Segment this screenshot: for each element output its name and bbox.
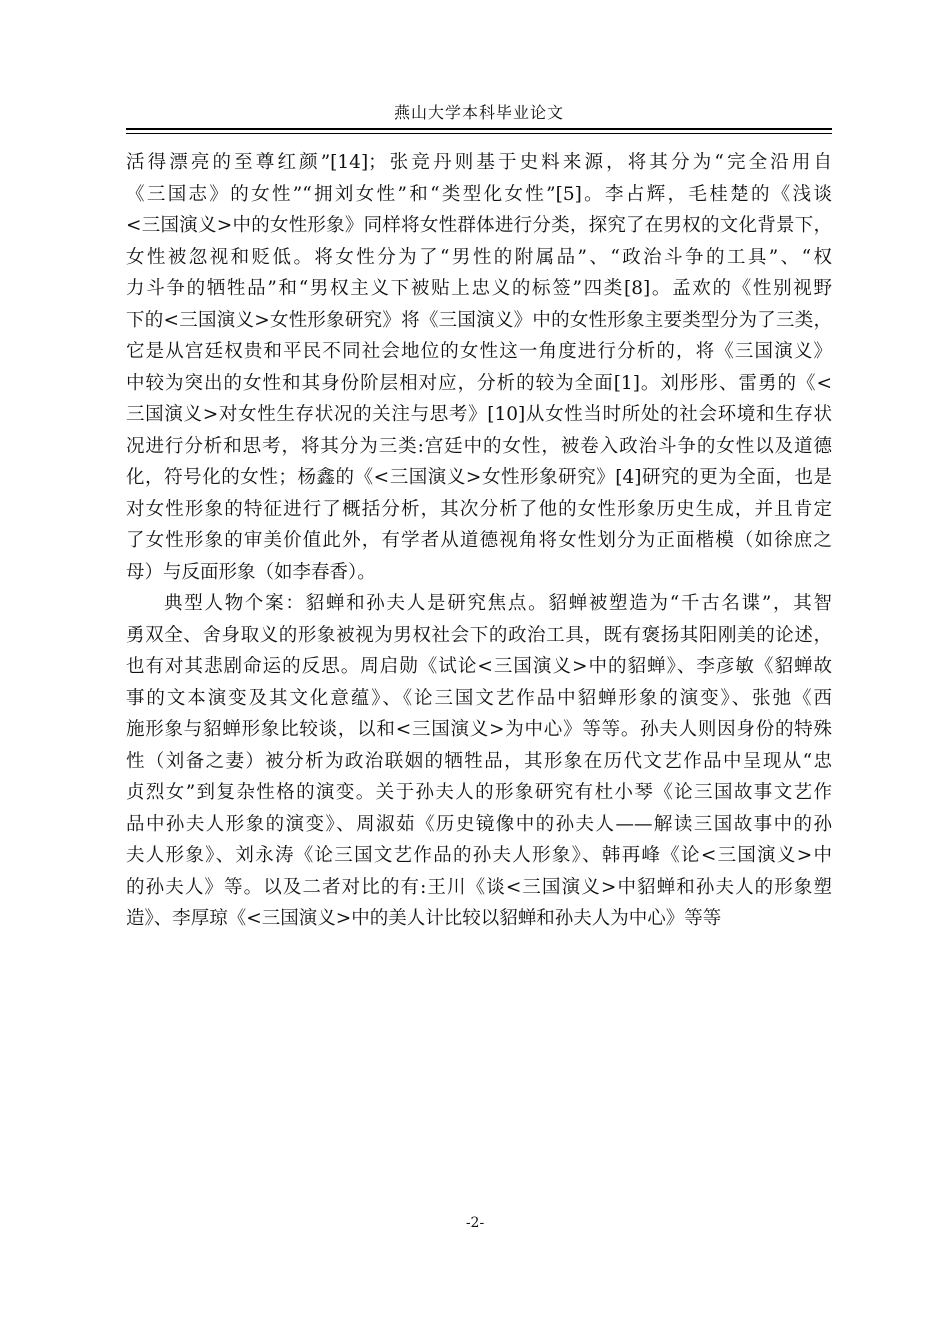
paragraph-2-line: 勇双全、舍身取义的形象被视为男权社会下的政治工具，既有褒扬其阳刚美的论述， [126, 624, 832, 646]
paragraph-1-line: 下的<三国演义>女性形象研究》将《三国演义》中的女性形象主要类型分为了三类， [126, 309, 832, 331]
paragraph-1-line: 中较为突出的女性和其身份阶层相对应，分析的较为全面[1]。刘彤彤、雷勇的《< [126, 372, 832, 394]
paragraph-1-line: 活得漂亮的至尊红颜”[14]；张竞丹则基于史料来源，将其分为“完全沿用自 [126, 152, 832, 173]
header-rule-thick [126, 128, 832, 130]
paragraph-2-line: 事的文本演变及其文化意蕴》、《论三国文艺作品中貂蝉形象的演变》、张弛《西 [126, 687, 832, 709]
paragraph-2-line: 品中孙夫人形象的演变》、周淑茹《历史镜像中的孙夫人——解读三国故事中的孙 [126, 813, 832, 835]
paragraph-2-line: 造》、李厚琼《<三国演义>中的美人计比较以貂蝉和孙夫人为中心》等等 [126, 908, 722, 929]
paragraph-1-line: 它是从宫廷权贵和平民不同社会地位的女性这一角度进行分析的，将《三国演义》 [126, 341, 832, 362]
paragraph-2-line: 也有对其悲剧命运的反思。周启勋《试论<三国演义>中的貂蝉》、李彦敏《貂蝉故 [126, 656, 832, 677]
paragraph-1-line: 《三国志》的女性”“拥刘女性”和“类型化女性”[5]。李占辉，毛桂楚的《浅谈 [126, 183, 832, 205]
paragraph-1-line: 对女性形象的特征进行了概括分析，其次分析了他的女性形象历史生成，并且肯定 [126, 498, 832, 520]
paragraph-1-line: 母）与反面形象（如李春香）。 [126, 561, 376, 583]
paragraph-1-line: 了女性形象的审美价值此外，有学者从道德视角将女性划分为正面楷模（如徐庶之 [126, 530, 832, 551]
page-number: -2- [465, 1215, 485, 1231]
running-header: 燕山大学本科毕业论文 [393, 103, 564, 122]
paragraph-1-line: 力斗争的牺牲品”和“男权主义下被贴上忠义的标签”四类[8]。孟欢的《性别视野 [126, 278, 832, 299]
paragraph-2-line: 施形象与貂蝉形象比较谈，以和<三国演义>为中心》等等。孙夫人则因身份的特殊 [126, 719, 832, 740]
paragraph-1-line: <三国演义>中的女性形象》同样将女性群体进行分类，探究了在男权的文化背景下， [126, 215, 832, 236]
paragraph-2-line: 典型人物个案：貂蝉和孙夫人是研究焦点。貂蝉被塑造为“千古名谍”，其智 [164, 593, 832, 614]
body-text [126, 147, 832, 935]
header-rule-thin [126, 133, 832, 134]
paragraph-1-line: 化，符号化的女性；杨鑫的《<三国演义>女性形象研究》[4]研究的更为全面，也是 [126, 467, 832, 488]
paragraph-1-line: 女性被忽视和贬低。将女性分为了“男性的附属品”、“政治斗争的工具”、“权 [126, 246, 832, 268]
paragraph-1-line: 三国演义>对女性生存状况的关注与思考》[10]从女性当时所处的社会环境和生存状 [126, 404, 832, 425]
paragraph-2-line: 性（刘备之妻）被分析为政治联姻的牺牲品，其形象在历代文艺作品中呈现从“忠 [126, 750, 832, 772]
paragraph-2-line: 夫人形象》、刘永涛《论三国文艺作品的孙夫人形象》、韩再峰《论<三国演义>中 [126, 845, 832, 866]
paragraph-2-line: 贞烈女”到复杂性格的演变。关于孙夫人的形象研究有杜小琴《论三国故事文艺作 [126, 782, 832, 803]
paragraph-2-line: 的孙夫人》等。以及二者对比的有:王川《谈<三国演义>中貂蝉和孙夫人的形象塑 [126, 876, 832, 898]
paragraph-1-line: 况进行分析和思考，将其分为三类:宫廷中的女性，被卷入政治斗争的女性以及道德 [126, 435, 832, 457]
